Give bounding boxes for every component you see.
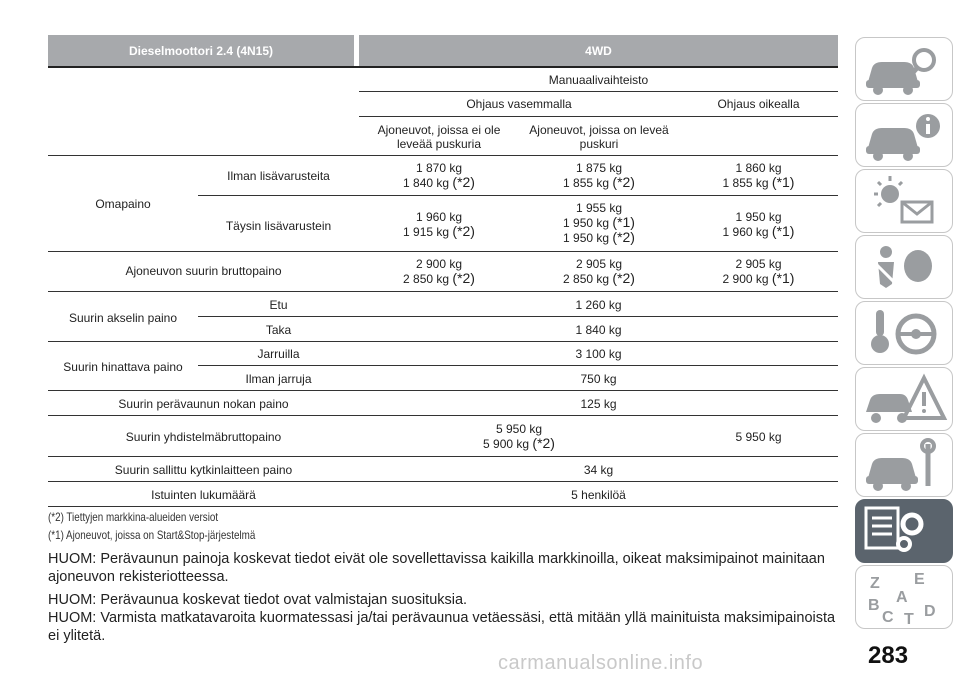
tab-key-steering[interactable] — [855, 301, 953, 365]
value: 1 870 kg — [415, 161, 463, 175]
coupling-label: Suurin sallittu kytkinlaitteen paino — [114, 463, 293, 477]
tab-car-search[interactable] — [855, 37, 953, 101]
footnote-2: (*2) Tiettyjen markkina-alueiden versiot — [48, 510, 219, 524]
combined-col3: 5 950 kg — [735, 430, 782, 444]
footnote-ref: (*2) — [612, 174, 635, 190]
note-paragraph-1: HUOM: Perävaunun painoja koskevat tiedot eivät ole sovellettavissa kaikilla markkinoilla, oikeat maksimipainot mainitaan ajoneuvon rekisteriotteessa. — [48, 551, 825, 585]
svg-text:B: B — [868, 597, 880, 614]
gross-col1 — [359, 257, 519, 286]
divider — [198, 195, 838, 196]
svg-text:A: A — [896, 589, 908, 606]
axle-label: Suurin akselin paino — [68, 311, 178, 325]
value: 5 900 kg — [483, 437, 530, 451]
watermark: carmanualsonline.info — [498, 652, 704, 674]
no-acc-col3 — [679, 161, 838, 190]
seats-label: Istuinten lukumäärä — [151, 488, 256, 502]
car-tools-icon — [856, 434, 952, 496]
combined-col1 — [359, 422, 679, 451]
car-warning-icon — [856, 368, 952, 430]
value: 1 875 kg — [575, 161, 623, 175]
coupling-value: 34 kg — [583, 463, 614, 477]
divider — [198, 316, 838, 317]
divider — [48, 291, 838, 292]
divider — [48, 456, 838, 457]
table-bottom-rule — [48, 506, 838, 507]
divider — [359, 116, 838, 117]
towing-label: Suurin hinattava paino — [63, 360, 183, 374]
value: 1 860 kg — [735, 161, 782, 175]
towing-unbraked-value: 750 kg — [580, 372, 617, 386]
svg-text:Z: Z — [870, 575, 880, 592]
divider — [359, 91, 838, 92]
tab-light-mail[interactable] — [855, 169, 953, 233]
bumper-narrow-label — [359, 123, 519, 151]
tab-car-warning[interactable] — [855, 367, 953, 431]
specs-gear-icon — [856, 500, 952, 562]
towing-braked-value: 3 100 kg — [575, 347, 622, 361]
value: 2 905 kg — [735, 257, 782, 271]
value: 1 915 kg — [403, 225, 450, 239]
divider — [48, 341, 838, 342]
no-accessories-label: Ilman lisävarusteita — [227, 169, 330, 183]
footnote-ref: (*1) — [771, 223, 795, 239]
footnote-ref: (*2) — [532, 435, 555, 451]
full-acc-col2 — [519, 201, 679, 245]
value: 1 950 kg — [563, 231, 610, 245]
seatbelt-airbag-icon — [856, 236, 952, 298]
value: 2 900 kg — [722, 272, 769, 286]
footnote-ref: (*2) — [452, 270, 475, 286]
divider — [198, 365, 838, 366]
omapaino-label: Omapaino — [95, 197, 151, 211]
bumper-wide-line1: Ajoneuvot, joissa on leveä — [529, 123, 669, 137]
value: 1 960 kg — [415, 210, 463, 224]
tab-alphabet-index[interactable] — [855, 565, 953, 629]
header-drive: 4WD — [359, 35, 838, 66]
gross-col2 — [519, 257, 679, 286]
value: 1 950 kg — [735, 210, 782, 224]
towing-unbraked-label: Ilman jarruja — [245, 372, 312, 386]
bumper-wide-line2: puskuri — [579, 137, 619, 151]
value: 2 900 kg — [415, 257, 463, 271]
nose-weight-value: 125 kg — [580, 397, 617, 411]
seats-value: 5 henkilöä — [571, 488, 626, 502]
tab-car-info[interactable] — [855, 103, 953, 167]
header-engine: Dieselmoottori 2.4 (4N15) — [48, 35, 354, 66]
footnote-ref: (*2) — [452, 223, 475, 239]
footnote-ref: (*1) — [771, 270, 795, 286]
footnote-ref: (*2) — [612, 270, 635, 286]
footnote-ref: (*1) — [612, 214, 635, 230]
axle-rear-value: 1 840 kg — [575, 323, 622, 337]
svg-text:E: E — [914, 571, 925, 588]
value: 1 950 kg — [563, 216, 610, 230]
full-accessories-label: Täysin lisävarustein — [225, 219, 332, 233]
gross-col3 — [679, 257, 838, 286]
tab-specs[interactable] — [855, 499, 953, 563]
svg-text:D: D — [924, 603, 936, 620]
gearbox-label: Manuaalivaihteisto — [548, 73, 649, 87]
footnote-1: (*1) Ajoneuvot, joissa on Start&Stop-järjestelmä — [48, 528, 256, 542]
value: 1 955 kg — [575, 201, 623, 215]
towing-braked-label: Jarruilla — [257, 347, 300, 361]
svg-text:T: T — [904, 611, 914, 628]
full-acc-col3 — [679, 210, 838, 239]
divider — [48, 390, 838, 391]
footnote-ref: (*2) — [452, 174, 475, 190]
light-mail-icon — [856, 170, 952, 232]
note-paragraph-3: HUOM: Varmista matkatavaroita kuormatessasi ja/tai perävaunua vetäessäsi, että mitään yllä mainituista maksimipainoista ei ylitetä. — [48, 610, 836, 644]
no-acc-col1 — [359, 161, 519, 190]
gross-weight-label: Ajoneuvon suurin bruttopaino — [125, 264, 282, 278]
value: 1 855 kg — [563, 176, 610, 190]
car-search-icon — [856, 38, 952, 100]
nose-weight-label: Suurin perävaunun nokan paino — [118, 397, 289, 411]
header-rule — [48, 66, 838, 68]
no-acc-col2 — [519, 161, 679, 190]
axle-front-label: Etu — [269, 298, 288, 312]
full-acc-col1 — [359, 210, 519, 239]
value: 2 850 kg — [563, 272, 610, 286]
tab-seatbelt-airbag[interactable] — [855, 235, 953, 299]
footnote-ref: (*1) — [771, 174, 795, 190]
combined-label: Suurin yhdistelmäbruttopaino — [125, 430, 282, 444]
bumper-wide-label — [519, 123, 679, 151]
value: 1 855 kg — [722, 176, 769, 190]
car-info-icon — [856, 104, 952, 166]
steering-left-label: Ohjaus vasemmalla — [466, 97, 572, 111]
svg-text:C: C — [882, 609, 894, 626]
value: 5 950 kg — [495, 422, 543, 436]
tab-car-tools[interactable] — [855, 433, 953, 497]
bumper-narrow-line1: Ajoneuvot, joissa ei ole — [377, 123, 501, 137]
value: 1 840 kg — [403, 176, 450, 190]
divider — [48, 415, 838, 416]
value: 2 850 kg — [403, 272, 450, 286]
key-steering-icon — [856, 302, 952, 364]
value: 2 905 kg — [575, 257, 623, 271]
value: 1 960 kg — [722, 225, 769, 239]
divider — [48, 251, 838, 252]
alphabet-index-icon — [856, 566, 952, 628]
axle-front-value: 1 260 kg — [575, 298, 622, 312]
note-paragraph-2: HUOM: Perävaunua koskevat tiedot ovat valmistajan suosituksia. — [48, 592, 468, 608]
divider — [48, 155, 838, 156]
axle-rear-label: Taka — [265, 323, 292, 337]
bumper-narrow-line2: leveää puskuria — [396, 137, 482, 151]
footnote-ref: (*2) — [612, 229, 635, 245]
page-number: 283 — [868, 642, 909, 669]
steering-right-label: Ohjaus oikealla — [717, 97, 800, 111]
divider — [48, 481, 838, 482]
